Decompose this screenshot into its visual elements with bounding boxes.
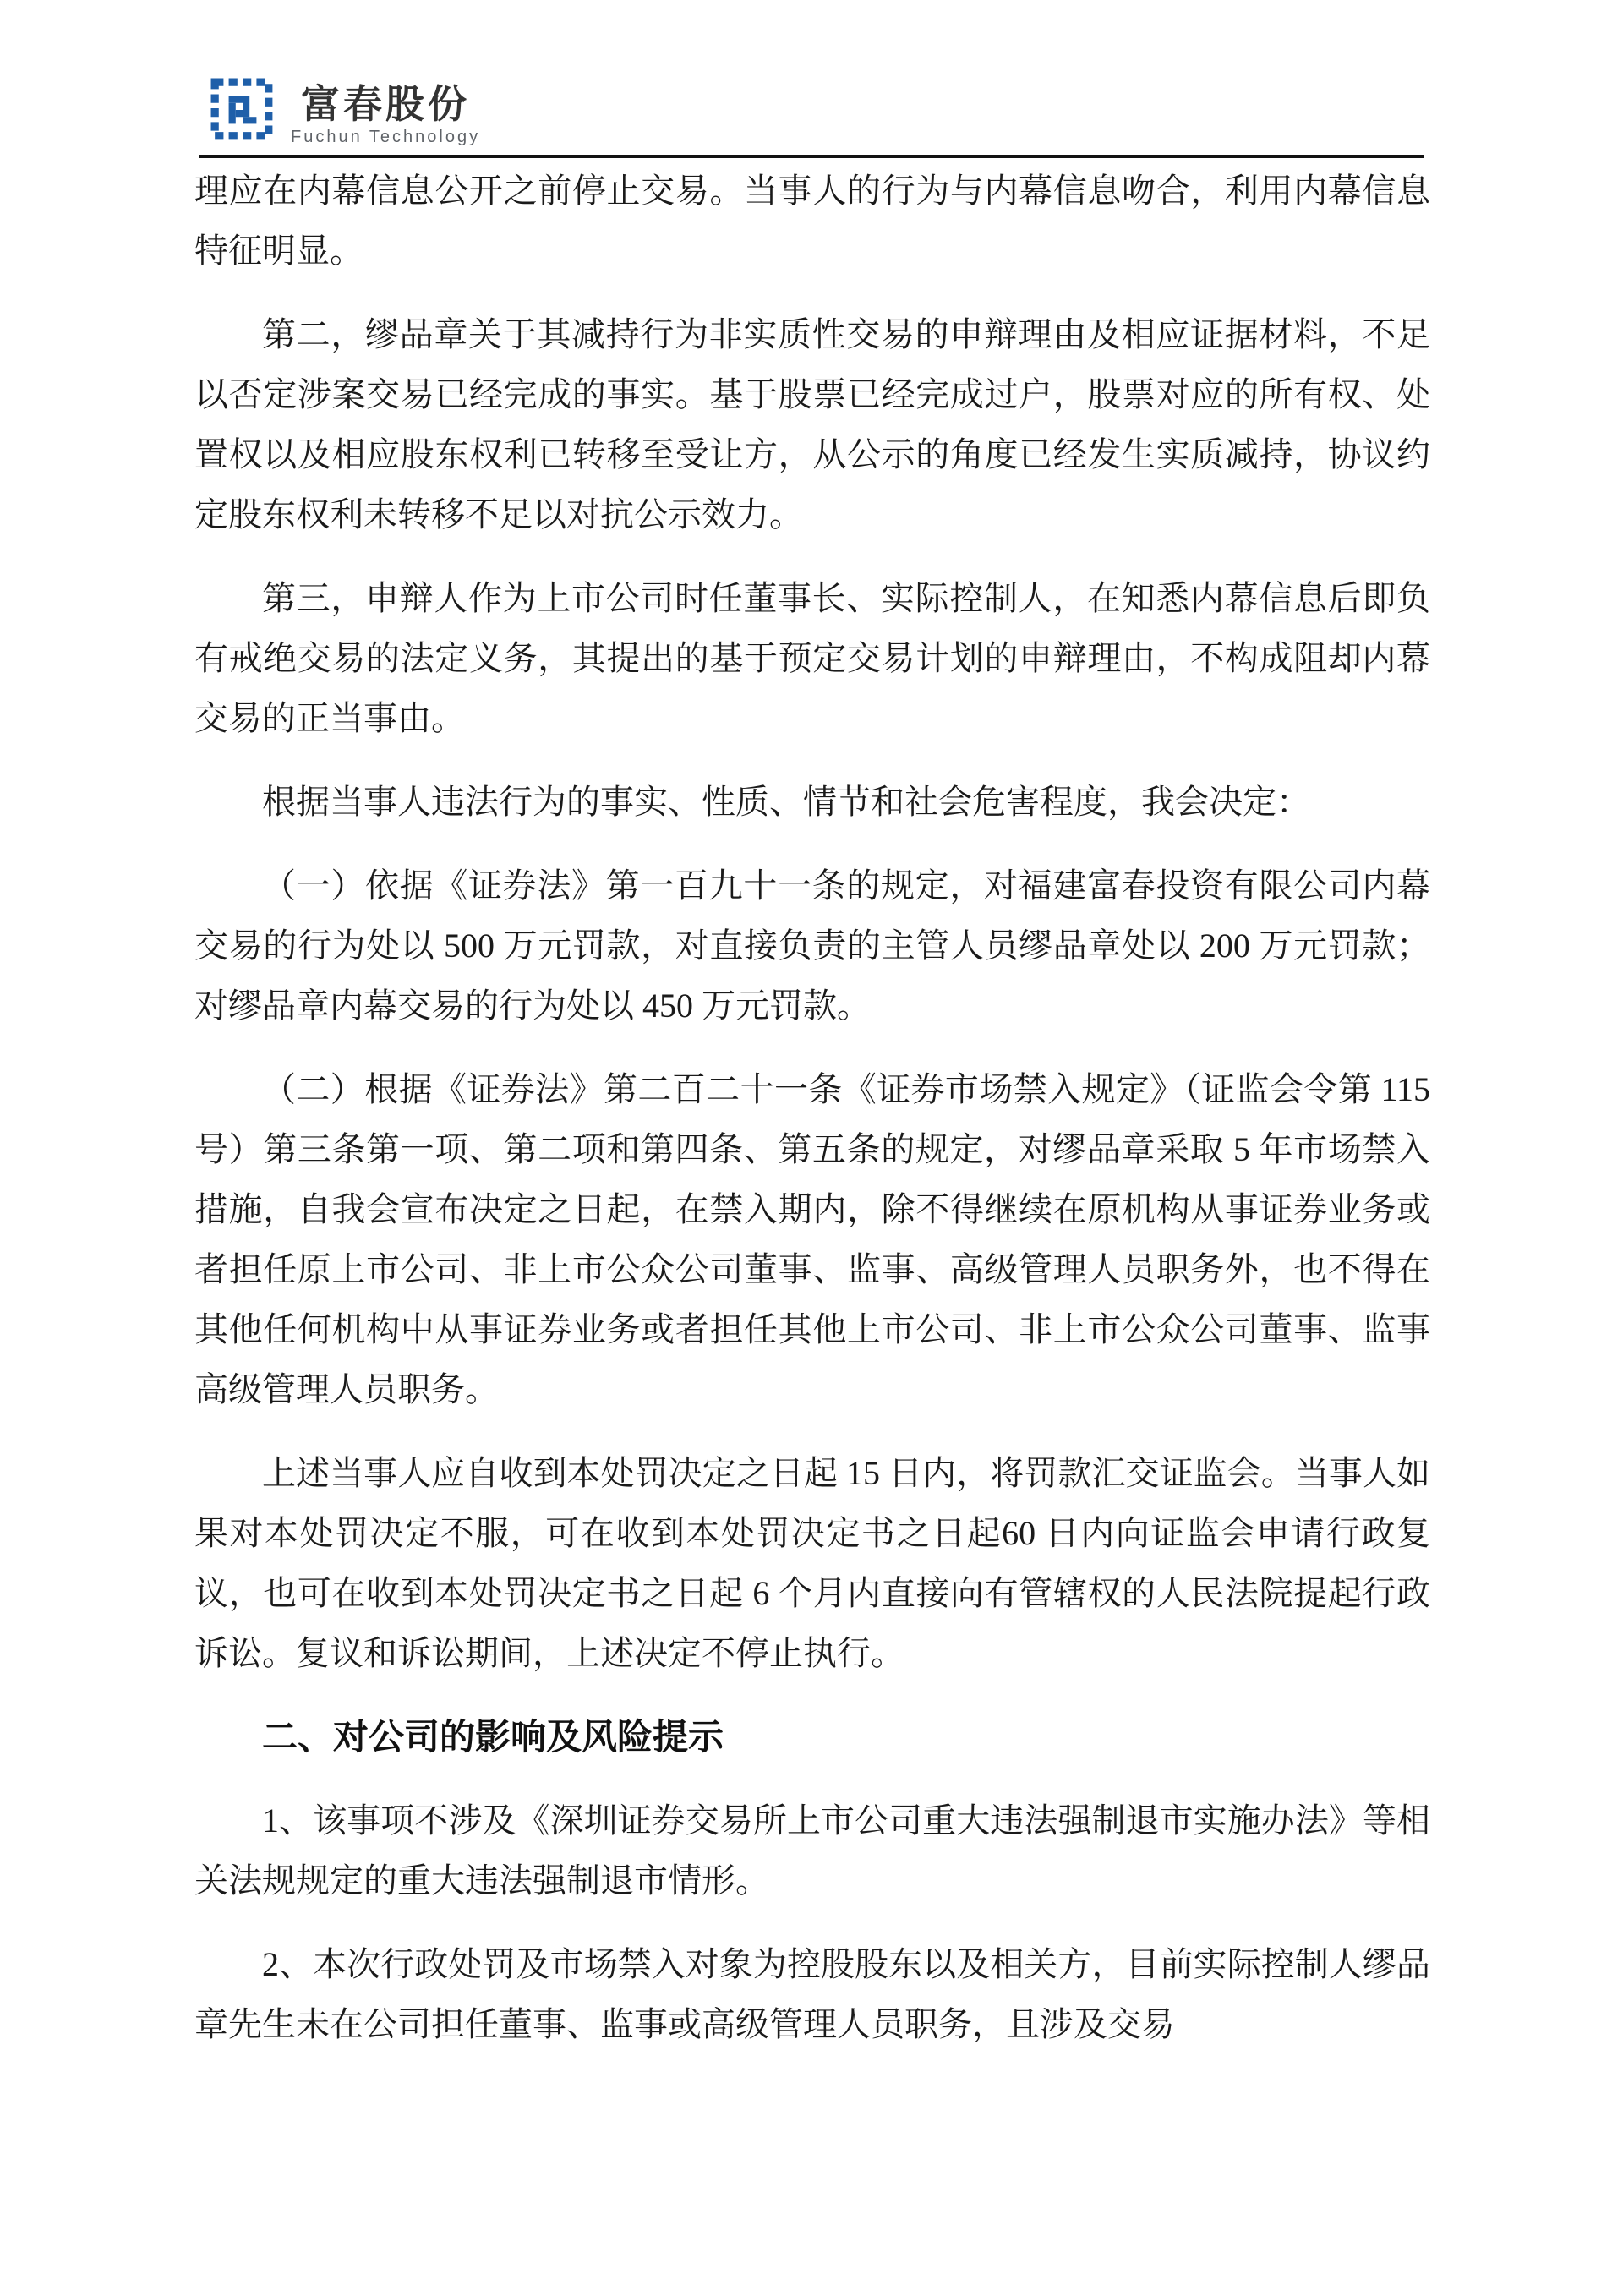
paragraph: 第二，缪品章关于其减持行为非实质性交易的申辩理由及相应证据材料，不足以否定涉案交易已经完成的事实。基于股票已经完成过户，股票对应的所有权、处置权以及相应股东权利已转移至受让方，从公示的角度已经发生实质减持，协议约定股东权利未转移不足以对抗公示效力。 [194, 315, 1430, 533]
section-heading: 二、对公司的影响及风险提示 [262, 1717, 724, 1757]
header [210, 76, 480, 147]
paragraph: 第三，申辩人作为上市公司时任董事长、实际控制人，在知悉内幕信息后即负有戒绝交易的法定义务，其提出的基于预定交易计划的申辩理由，不构成阻却内幕交易的正当事由。 [194, 579, 1430, 737]
document-body [194, 161, 1430, 2078]
paragraph-continued: 理应在内幕信息公开之前停止交易。当事人的行为与内幕信息吻合，利用内幕信息特征明显。 [194, 172, 1430, 270]
brand-name-en: Fuchun Technology [291, 128, 481, 146]
paragraph-risk-2: 2、本次行政处罚及市场禁入对象为控股股东以及相关方，目前实际控制人缪品章先生未在公司担任董事、监事或高级管理人员职务，且涉及交易 [194, 1945, 1430, 2043]
header-divider [199, 155, 1424, 158]
paragraph: 上述当事人应自收到本处罚决定之日起 15 日内，将罚款汇交证监会。当事人如果对本处罚决定不服，可在收到本处罚决定书之日起60 日内向证监会申请行政复议，也可在收到本处罚决定书之日起 6 个月内直接向有管辖权的人民法院提起行政诉讼。复议和诉讼期间，上述决定不停止执行。 [194, 1454, 1430, 1672]
paragraph: 根据当事人违法行为的事实、性质、情节和社会危害程度，我会决定： [262, 783, 1310, 821]
fuchun-pixel-mark-icon [210, 76, 276, 144]
paragraph-decision-2: （二）根据《证券法》第二百二十一条《证券市场禁入规定》（证监会令第 115 号）第三条第一项、第二项和第四条、第五条的规定，对缪品章采取 5 年市场禁入措施，自我会宣布决定之日起，在禁入期内，除不得继续在原机构从事证券业务或者担任原上市公司、非上市公众公司董事、监事、高级管理人员职务外，也不得在其他任何机构中从事证券业务或者担任其他上市公司、非上市公众公司董事、监事高级管理人员职务。 [194, 1070, 1430, 1408]
paragraph-risk-1: 1、该事项不涉及《深圳证券交易所上市公司重大违法强制退市实施办法》等相关法规规定的重大违法强制退市情形。 [194, 1801, 1430, 1900]
brand-block [291, 76, 480, 147]
brand-name-cn: 富春股份 [301, 82, 471, 126]
paragraph-decision-1: （一）依据《证券法》第一百九十一条的规定，对福建富春投资有限公司内幕交易的行为处以 500 万元罚款，对直接负责的主管人员缪品章处以 200 万元罚款；对缪品章内幕交易的行为处以 450 万元罚款。 [194, 866, 1430, 1025]
